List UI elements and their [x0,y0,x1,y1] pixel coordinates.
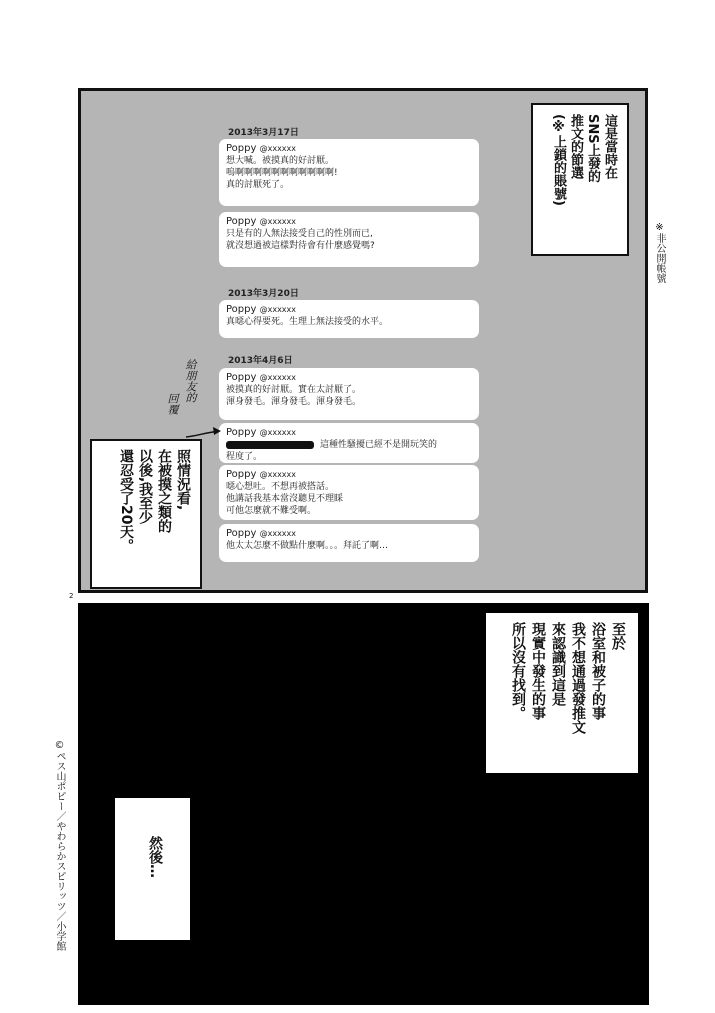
tweet-handle: @xxxxxx [259,529,296,538]
caption-line: 浴室和被子的事 [590,622,606,720]
arrow-icon [185,425,223,439]
caption-line: 來認識到這是 [550,622,566,706]
private-account-note: ※非公開帳號 [654,222,665,283]
tweet-text: 可他怎麼就不難受啊。 [226,506,317,516]
tweet-author: Poppy [226,372,257,383]
caption-line: SNS上發的 [585,114,600,183]
tweet-panel [78,88,648,593]
caption-line: 以後,我至少 [137,449,153,525]
tweet-handle: @xxxxxx [259,305,296,314]
tweet-author: Poppy [226,304,257,315]
tweet-handle: @xxxxxx [259,144,296,153]
tweet-text: 真噁心得要死。生理上無法接受的水平。 [226,317,389,327]
tweet-handle: @xxxxxx [259,217,296,226]
date-label: 2013年3月17日 [228,128,299,138]
tweet-text: 真的討厭死了。 [226,180,290,190]
caption-line: 在被摸之類的 [156,449,172,533]
tweet-text: 這種性騷擾已經不是開玩笑的 [320,440,438,450]
caption-line: 現實中發生的事 [530,622,546,720]
tweet-card [219,300,479,338]
caption-line: 照情況看, [175,449,191,511]
caption-box-top-right [531,103,629,256]
tweet-author: Poppy [226,469,257,480]
handwritten-line: 給朋友的 [184,359,197,403]
caption-line: 然後… [147,836,163,878]
tweet-card [219,524,479,562]
black-panel [78,603,649,1005]
redacted-mention [226,441,314,449]
page-number: 2 [69,592,74,600]
caption-line: 所以沒有找到。 [510,622,526,720]
tweet-text: 只是有的人無法接受自己的性別而已, [226,229,373,239]
tweet-text: 就沒想過被這樣對待會有什麼感覺嗎? [226,241,375,251]
caption-box-bottom-right [486,613,638,773]
handwritten-note [163,359,199,415]
date-label: 2013年4月6日 [228,356,293,366]
tweet-card [219,423,479,463]
caption-box-left [90,439,202,589]
tweet-author: Poppy [226,216,257,227]
tweet-card [219,465,479,520]
caption-box-bottom-left [115,798,190,940]
tweet-text: 嗚啊啊啊啊啊啊啊啊啊啊啊! [226,168,338,178]
tweet-author: Poppy [226,143,257,154]
tweet-card [219,212,479,267]
tweet-text: 渾身發毛。渾身發毛。渾身發毛。 [226,397,362,407]
caption-line: 這是當時在 [602,114,617,179]
tweet-text: 想大喊。被摸真的好討厭。 [226,156,335,166]
tweet-card [219,368,479,420]
tweet-card [219,139,479,206]
caption-line: 我不想通過發推文 [570,622,586,734]
tweet-text: 他太太怎麼不做點什麼啊。。。拜託了啊… [226,541,389,551]
tweet-handle: @xxxxxx [259,373,296,382]
tweet-text: 被摸真的好討厭。實在太討厭了。 [226,385,362,395]
caption-line: 至於 [610,622,626,650]
tweet-author: Poppy [226,528,257,539]
tweet-text: 他講話我基本當沒聽見不理睬 [226,494,344,504]
caption-line: 推文的節選 [568,114,583,179]
handwritten-line: 回覆 [166,393,179,415]
date-label: 2013年3月20日 [228,289,299,299]
tweet-text: 噁心想吐。不想再被搭話。 [226,482,335,492]
tweet-author: Poppy [226,427,257,438]
caption-line: 還忍受了20天。 [118,449,134,553]
copyright-credit: ©ペス山ポピー／やわらかスピリッツ／小学館 [54,740,65,951]
tweet-handle: @xxxxxx [259,428,296,437]
tweet-text: 程度了。 [226,452,263,462]
caption-line: (※上鎖的賬號) [551,114,566,206]
tweet-handle: @xxxxxx [259,470,296,479]
